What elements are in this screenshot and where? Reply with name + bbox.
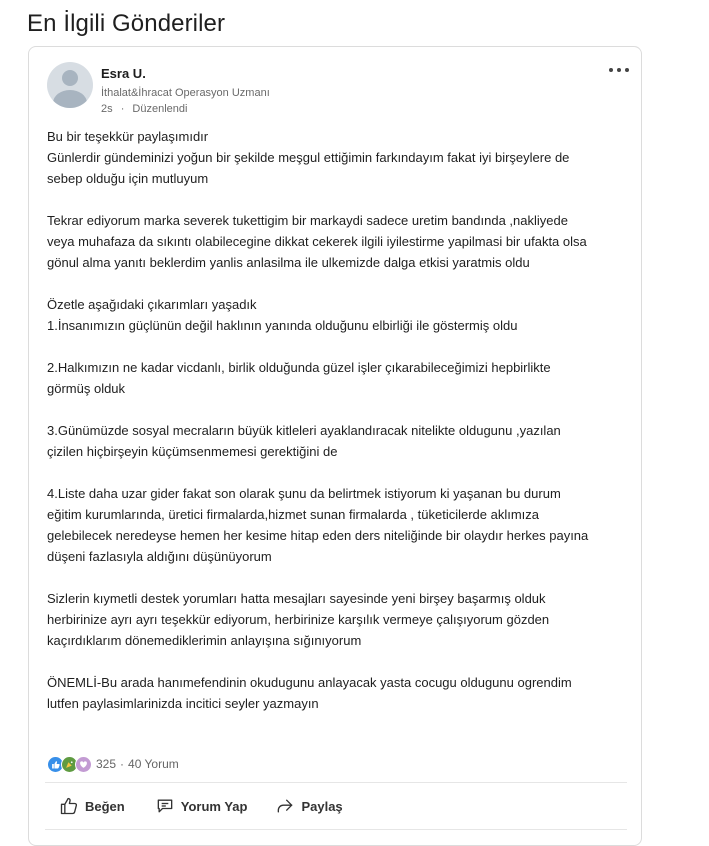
support-reaction-icon — [75, 756, 92, 773]
bottom-divider — [45, 829, 627, 830]
post-line: 3.Günümüzde sosyal mecraların büyük kitleleri ayaklandıracak nitelikte oldugunu ,yazılan — [47, 423, 561, 438]
blank-line — [47, 567, 632, 588]
post-line: Sizlerin kıymetli destek yorumları hatta mesajları sayesinde yeni birşey başarmış olduk — [47, 591, 546, 606]
section-title: En İlgili Gönderiler — [27, 10, 226, 37]
post-meta — [101, 103, 187, 115]
avatar-body-shape — [53, 90, 87, 108]
comment-label: Yorum Yap — [180, 798, 248, 814]
edited-label: Düzenlendi — [132, 103, 188, 115]
avatar-head-shape — [62, 70, 78, 86]
share-arrow-icon — [275, 796, 295, 816]
reaction-icons — [47, 756, 92, 773]
post-line: 2.Halkımızın ne kadar vicdanlı, birlik olduğunda güzel işler çıkarabileceğimizi hepbirlikte — [47, 360, 551, 375]
post-line: kaçırdıklarım dönemediklerimin anlayışına sığınıyorum — [47, 633, 362, 648]
blank-line — [47, 651, 632, 672]
post-body — [47, 126, 632, 714]
comment-icon — [155, 796, 175, 816]
blank-line — [47, 399, 632, 420]
post-line: Tekrar ediyorum marka severek tukettigim bir markaydi sadece uretim bandında ,nakliyede — [47, 213, 568, 228]
comment-button[interactable] — [143, 789, 260, 823]
post-line: Özetle aşağıdaki çıkarımları yaşadık — [47, 297, 257, 312]
post-line: eğitim kurumlarında, üretici firmalarda,hizmet sunan firmalarda , tüketicilerde aklımıza — [47, 507, 540, 522]
author-title: İthalat&İhracat Operasyon Uzmanı — [101, 87, 270, 99]
share-label: Paylaş — [301, 798, 343, 814]
share-button[interactable] — [263, 789, 354, 823]
divider — [45, 782, 627, 783]
like-button[interactable] — [47, 789, 137, 823]
meta-separator: · — [120, 103, 125, 115]
post-line: sebep olduğu için mutluyum — [47, 171, 209, 186]
more-options-button[interactable] — [607, 63, 631, 77]
blank-line — [47, 462, 632, 483]
post-time: 2s — [101, 103, 113, 115]
post-line: çizilen hiçbirşeyin küçümsenmemesi gerektiğini de — [47, 444, 338, 459]
blank-line — [47, 273, 632, 294]
thumbs-up-icon — [59, 796, 79, 816]
comment-count[interactable]: 40 Yorum — [128, 757, 179, 771]
post-line: düşeni fazlasıyla aldığını düşünüyorum — [47, 549, 272, 564]
post-line: gönul alma yanıtı beklerdim yanlis anlasilma ile ulkemizde dalga etkisi yaratmis oldu — [47, 255, 530, 270]
author-name[interactable]: Esra U. — [101, 66, 146, 81]
post-line: 4.Liste daha uzar gider fakat son olarak şunu da belirtmek istiyorum ki yaşanan bu durum — [47, 486, 561, 501]
blank-line — [47, 189, 632, 210]
post-card — [28, 46, 642, 846]
post-line: Bu bir teşekkür paylaşımıdır — [47, 129, 209, 144]
post-line: lutfen paylasimlarinizda incitici seyler yazmayın — [47, 696, 319, 711]
like-label: Beğen — [85, 798, 125, 814]
post-line: gelebilecek neredeyse hemen her kesime hitap eden ders niteliğinde bir olaydır herkes payına — [47, 528, 589, 543]
post-line: herbirinize ayrı ayrı teşekkür ediyorum, herbirinize karşılık vermeye çalışıyorum gözden — [47, 612, 550, 627]
blank-line — [47, 336, 632, 357]
post-actions — [47, 789, 355, 823]
author-avatar[interactable] — [47, 62, 93, 108]
reactions-bar[interactable] — [47, 755, 179, 773]
reaction-count[interactable]: 325 — [96, 757, 117, 771]
post-line: 1.İnsanımızın güçlünün değil haklının yanında olduğunu elbirliği ile göstermiş oldu — [47, 318, 518, 333]
post-line: veya muhafaza da sıkıntı olabilecegine dikkat cekerek ilgili iyilestirme yapilmasi bir ufakta olsa — [47, 234, 587, 249]
post-line: ÖNEMLİ-Bu arada hanımefendinin okudugunu anlayacak yasta cocugu oldugunu ogrendim — [47, 675, 572, 690]
post-line: görmüş olduk — [47, 381, 126, 396]
reactions-separator: · — [120, 757, 125, 771]
post-line: Günlerdir gündeminizi yoğun bir şekilde meşgul ettiğimin farkındayım fakat iyi birşeylere de — [47, 150, 570, 165]
